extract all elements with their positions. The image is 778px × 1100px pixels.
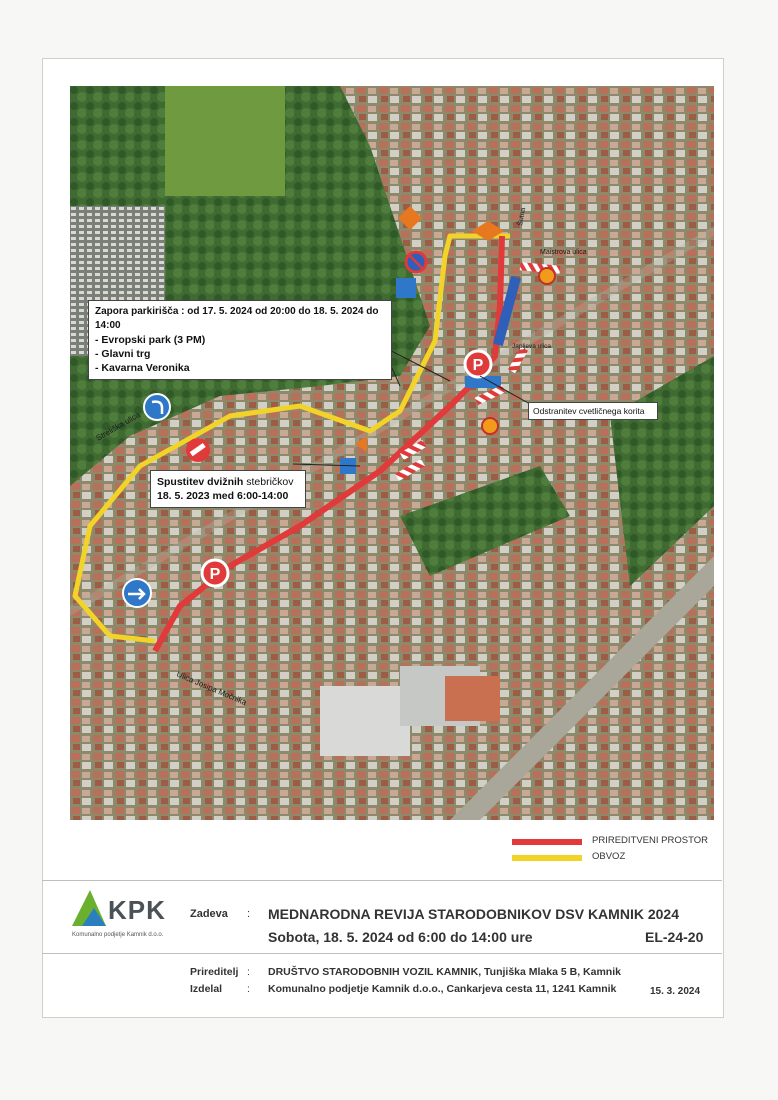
parking-closure-title: Zapora parkirišča : od 17. 5. 2024 od 20:00 do 18. 5. 2024 do 14:00 <box>95 306 379 331</box>
aerial-map[interactable] <box>70 86 714 820</box>
parking-item: - Evropski park (3 PM) <box>95 334 206 346</box>
no-entry-icon <box>186 438 210 462</box>
svg-text:P: P <box>472 357 484 374</box>
colon: : <box>247 908 251 920</box>
document-code: EL-24-20 <box>645 929 704 945</box>
sports-field <box>165 86 285 196</box>
organizer-value: DRUŠTVO STARODOBNIH VOZIL KAMNIK, Tunjiška Mlaka 5 B, Kamnik <box>268 966 621 978</box>
bollards-title-tail: stebričkov <box>243 476 294 488</box>
organizer-label: Prireditelj <box>190 966 239 978</box>
document-subtitle: Sobota, 18. 5. 2024 od 6:00 do 14:00 ure <box>268 929 533 945</box>
parking-item: - Kavarna Veronika <box>95 362 190 374</box>
parking-sign-icon <box>202 560 228 586</box>
made-by-value: Komunalno podjetje Kamnik d.o.o., Cankarjeva cesta 11, 1241 Kamnik <box>268 983 617 995</box>
bollards-callout <box>150 470 306 508</box>
flowerbed-callout <box>528 402 658 420</box>
street-label: Streliška ulica <box>94 410 142 443</box>
parking-sign-icon <box>465 351 491 377</box>
street-label: Japljeva ulica <box>512 343 552 350</box>
legend-detour-label: OBVOZ <box>592 851 626 862</box>
legend-detour-line <box>512 855 582 861</box>
logo-text: KPK <box>108 895 166 925</box>
colon: : <box>247 983 250 995</box>
tennis-court <box>445 676 500 721</box>
bollards-title: Spustitev dvižnih <box>157 476 244 488</box>
legend-event-label: PRIREDITVENI PROSTOR <box>592 835 708 846</box>
warning-lamp-icon <box>539 268 555 284</box>
colon: : <box>247 966 250 978</box>
bollards-time: 18. 5. 2023 med 6:00-14:00 <box>157 490 289 502</box>
logo-subtitle: Komunalno podjetje Kamnik d.o.o. <box>72 932 164 938</box>
warning-lamp-icon <box>482 418 498 434</box>
divider <box>42 953 722 954</box>
parking-closure-callout <box>88 300 392 380</box>
large-building <box>320 686 410 756</box>
flowerbed-text: Odstranitev cvetličnega korita <box>533 406 645 416</box>
street-label: Maistrova ulica <box>540 249 587 256</box>
direction-sign-icon <box>396 278 416 298</box>
kpk-logo-icon <box>70 888 108 928</box>
divider <box>42 880 722 881</box>
street-label: Šutna <box>517 207 528 227</box>
no-stopping-icon <box>406 252 426 272</box>
street-label: Ulica Josipa Močnika <box>175 669 248 708</box>
turn-arrow-icon <box>144 394 170 420</box>
turn-arrow-icon <box>123 579 151 607</box>
document-title: MEDNARODNA REVIJA STARODOBNIKOV DSV KAMNIK 2024 <box>268 906 679 922</box>
parking-item: - Glavni trg <box>95 348 151 360</box>
subject-label: Zadeva <box>190 908 228 920</box>
legend-event-line <box>512 839 582 845</box>
made-by-label: Izdelal <box>190 983 223 995</box>
svg-text:P: P <box>209 566 221 583</box>
document-date: 15. 3. 2024 <box>650 986 701 997</box>
